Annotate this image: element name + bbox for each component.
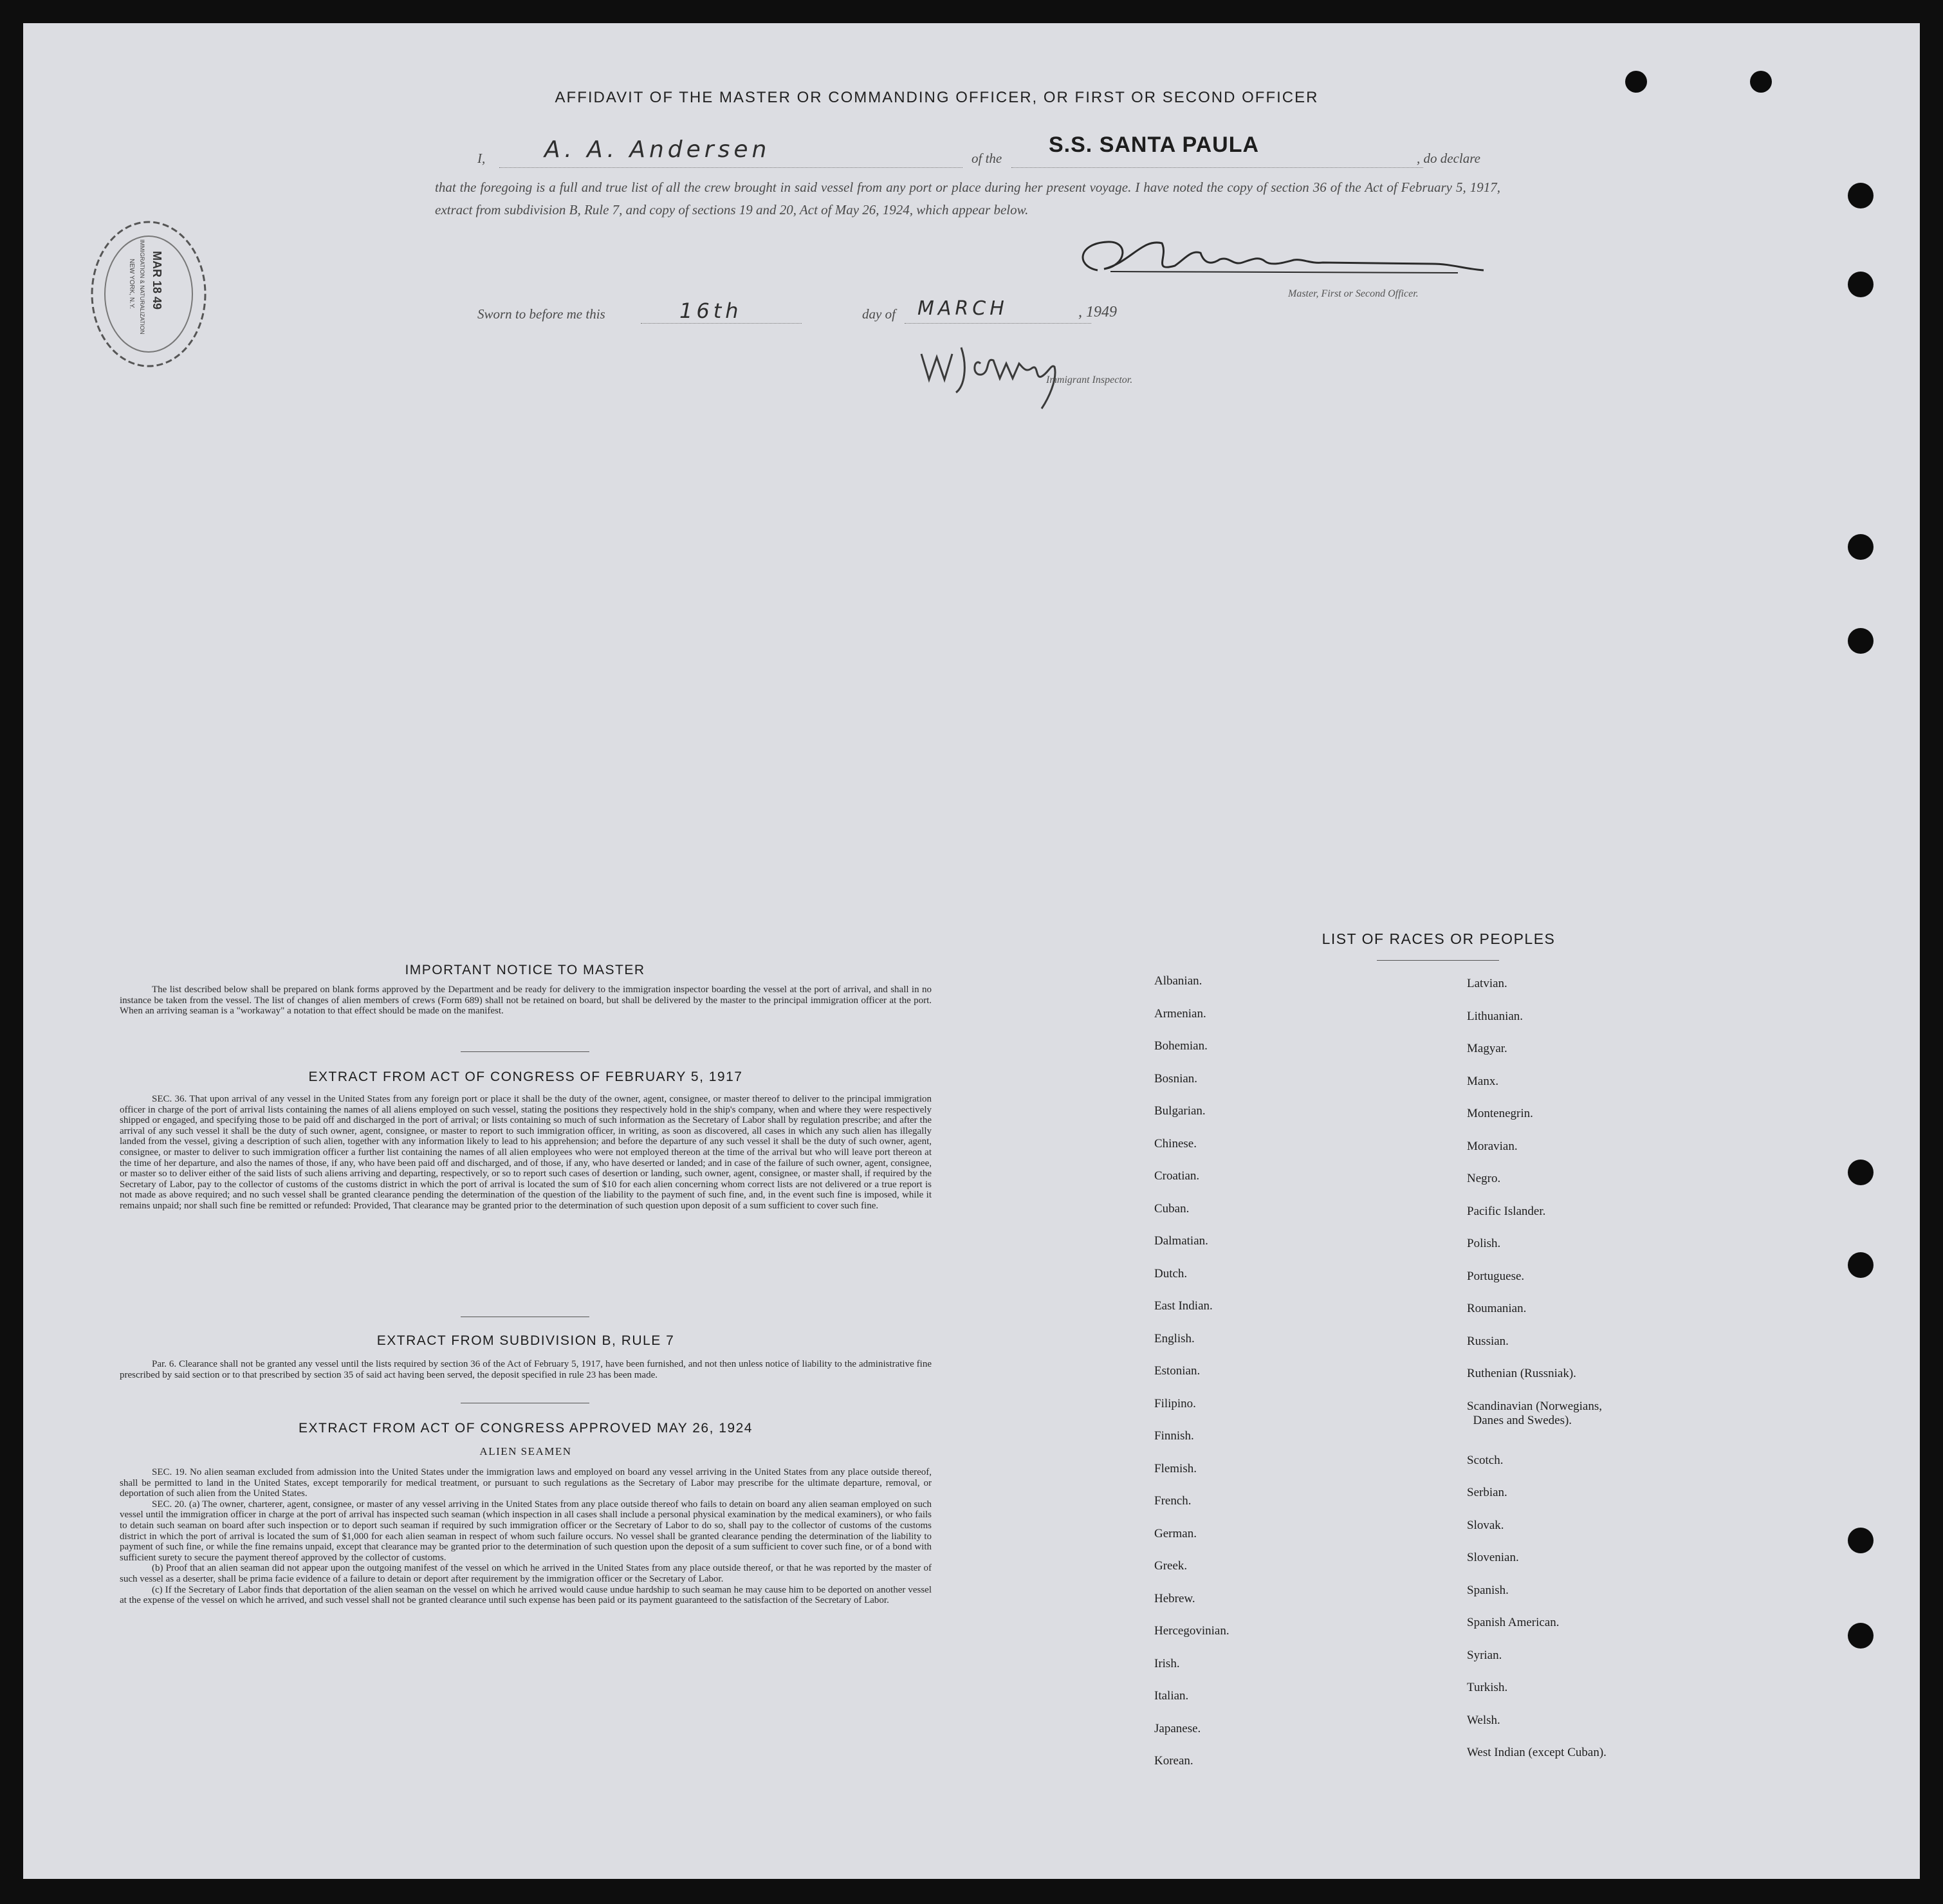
stamp-date: MAR 18 49 xyxy=(151,251,163,310)
race-item: Albanian. xyxy=(1154,974,1202,988)
race-item: Spanish. xyxy=(1467,1583,1509,1597)
race-item: Flemish. xyxy=(1154,1461,1197,1475)
punch-hole xyxy=(1848,1528,1874,1553)
day-of-label: day of xyxy=(862,306,896,322)
punch-hole xyxy=(1625,71,1647,93)
month-blank xyxy=(905,323,1091,324)
alien-seamen-subtitle: ALIEN SEAMEN xyxy=(479,1445,572,1457)
race-item: Welsh. xyxy=(1467,1713,1500,1727)
sworn-month: MARCH xyxy=(917,297,1008,320)
race-item: West Indian (except Cuban). xyxy=(1467,1746,1607,1759)
master-signature xyxy=(1072,230,1496,295)
race-item: Armenian. xyxy=(1154,1006,1206,1021)
punch-hole xyxy=(1848,272,1874,297)
race-item: Slovenian. xyxy=(1467,1551,1519,1564)
sworn-year: , 1949 xyxy=(1078,304,1117,320)
affidavit-title: AFFIDAVIT OF THE MASTER OR COMMANDING OFFICER, OR FIRST OR SECOND OFFICER xyxy=(555,89,1319,106)
race-item: Pacific Islander. xyxy=(1467,1204,1546,1218)
punch-hole xyxy=(1848,534,1874,560)
race-item: Moravian. xyxy=(1467,1139,1518,1153)
inspector-signature xyxy=(910,328,1103,412)
race-item: Latvian. xyxy=(1467,977,1507,990)
sec20b-paragraph: (b) Proof that an alien seaman did not appear upon the outgoing manifest of the vessel on which he arrived in the United States from any place outside thereof, or that he was reported by the master of such vessel as a deserter, shall be prima facie evidence of a failure to detain or deport after requirement by the immigration officer or the Secretary of Labor. xyxy=(120,1563,932,1584)
extract-1924-text xyxy=(120,1467,932,1606)
race-item: Japanese. xyxy=(1154,1721,1201,1735)
extract-1917-title: EXTRACT FROM ACT OF CONGRESS OF FEBRUARY 5, 1917 xyxy=(308,1069,743,1084)
stamp-agency: IMMIGRATION & NATURALIZATION xyxy=(139,239,145,335)
race-item: Russian. xyxy=(1467,1334,1509,1348)
race-item: Magyar. xyxy=(1467,1042,1507,1055)
race-item: Scandinavian (Norwegians, Danes and Swedes). xyxy=(1467,1399,1602,1427)
race-item: Bulgarian. xyxy=(1154,1104,1206,1118)
sec20a-paragraph: SEC. 20. (a) The owner, charterer, agent, consignee, or master of any vessel arriving in the United States from any place outside thereof who fails to detain on board any alien seaman employed on such vessel until the immigration officer in charge at the port of arrival has inspected such seaman (which inspection in all cases shall include a personal physical examination by the medical examiners), or who fails to detain such seaman on board after such inspection or to deport such seaman if required by such immigration officer or the Secretary of Labor to do so, shall pay to the collector of customs of the customs district in which the port of arrival is located the sum of $1,000 for each alien seaman in respect of whom such failure occurs. No vessel shall be granted clearance pending the determination of the liability to payment of such fine, or while the fine remains unpaid, except that clearance may be granted prior to the determination of such question upon the deposit of a sum sufficient to cover such fine, or of a bond with sufficient surety to secure the payment thereof approved by the collector of customs. xyxy=(120,1499,932,1563)
race-item: Ruthenian (Russniak). xyxy=(1467,1367,1576,1380)
race-item: Greek. xyxy=(1154,1559,1188,1573)
notice-text xyxy=(120,984,932,1017)
punch-hole xyxy=(1848,628,1874,654)
divider xyxy=(1377,960,1499,961)
race-item: Irish. xyxy=(1154,1656,1180,1670)
signature-caption: Master, First or Second Officer. xyxy=(1288,288,1419,299)
punch-hole xyxy=(1848,1623,1874,1649)
race-item: Hebrew. xyxy=(1154,1591,1195,1605)
extract-1917-text xyxy=(120,1094,932,1212)
race-item: Estonian. xyxy=(1154,1364,1201,1378)
race-item: Dalmatian. xyxy=(1154,1234,1208,1248)
race-item: Portuguese. xyxy=(1467,1269,1525,1283)
punch-hole xyxy=(1848,1160,1874,1185)
extract-rule7-title: EXTRACT FROM SUBDIVISION B, RULE 7 xyxy=(376,1333,675,1348)
race-item: French. xyxy=(1154,1494,1192,1508)
sworn-day: 16th xyxy=(679,299,742,323)
race-item: Scotch. xyxy=(1467,1453,1504,1467)
race-item: Bohemian. xyxy=(1154,1039,1208,1053)
race-item: Cuban. xyxy=(1154,1201,1190,1215)
inspector-caption: Immigrant Inspector. xyxy=(1046,374,1133,385)
i-label: I, xyxy=(477,151,486,166)
punch-hole xyxy=(1848,183,1874,208)
race-item: Filipino. xyxy=(1154,1396,1196,1410)
name-blank xyxy=(499,167,962,168)
sec36-paragraph: SEC. 36. That upon arrival of any vessel in the United States from any foreign port or place it shall be the duty of the owner, agent, consignee, or master thereof to deliver to the principal immigration officer in charge of the port of arrival lists containing the names of all aliens employed on such vessel, stating the positions they respectively hold in the ship's company, when and where they were respectively shipped or engaged, and specifying those to be paid off and discharged in the port of arrival; or lists containing so much of such information as the Secretary of Labor shall by regulation prescribe; and after the arrival of any such vessel it shall be the duty of such owner, agent, consignee, or master to report to such immigration officer, in writing, as soon as discovered, all cases in which any such alien has illegally landed from the vessel, giving a description of such alien, together with any information likely to lead to his apprehension; and before the departure of any such vessel it shall be the duty of such owner, agent, consignee, or master to deliver to such immigration officer a further list containing the names of all alien employees who were not employed thereon at the time of the arrival but who will leave port thereon at the time of her departure, and also the names of those, if any, who have been paid off and discharged, and of those, if any, who have deserted or landed; and in case of the failure of such owner, agent, consignee, or master so to deliver either of the said lists of such aliens arriving and departing, respectively, or so to report such cases of desertion or landing, such owner, agent, consignee, or master shall, if required by the Secretary of Labor, pay to the collector of customs of the customs district in which the port of arrival is located the sum of $10 for each alien concerning whom correct lists are not delivered or a true report is not made as above required; and no such vessel shall be granted clearance pending the determination of the question of the liability to the payment of such fine, and, in the event such fine is imposed, while it remains unpaid; nor shall such fine be remitted or refunded: Provided, That clearance may be granted prior to the determination of such question upon deposit of a sum sufficient to cover such fine. xyxy=(120,1094,932,1211)
race-item: East Indian. xyxy=(1154,1299,1213,1313)
race-item: Italian. xyxy=(1154,1689,1189,1703)
immigration-stamp xyxy=(87,217,210,371)
punch-hole xyxy=(1848,1252,1874,1278)
race-item: Dutch. xyxy=(1154,1266,1188,1280)
race-item: Serbian. xyxy=(1467,1486,1507,1499)
race-item: Turkish. xyxy=(1467,1681,1508,1694)
punch-hole xyxy=(1750,71,1772,93)
extract-rule7-text xyxy=(120,1359,932,1380)
affidavit-body: that the foregoing is a full and true list of all the crew brought in said vessel from any port or place during her present voyage. I have noted the copy of section 36 of the Act of February 5, 1917, extract from subdivision B, Rule 7, and copy of sections 19 and 20, Act of May 26, 1924, which appear below. xyxy=(435,180,1500,217)
race-item: Lithuanian. xyxy=(1467,1009,1524,1023)
sec20c-paragraph: (c) If the Secretary of Labor finds that deportation of the alien seaman on the vessel on which he arrived would cause undue hardship to such seaman he may cause him to be deported on another vessel at the expense of the vessel on which he arrived, and such vessel shall not be granted clearance until such expense has been paid or its payment guaranteed to the satisfaction of the Secretary of Labor. xyxy=(120,1584,932,1606)
master-name-handwritten: A. A. Andersen xyxy=(544,136,771,163)
day-blank xyxy=(641,323,802,324)
race-item: Finnish. xyxy=(1154,1429,1194,1443)
race-item: Slovak. xyxy=(1467,1518,1504,1532)
races-title: LIST OF RACES OR PEOPLES xyxy=(1321,930,1556,947)
race-item: Negro. xyxy=(1467,1172,1501,1185)
race-item: Manx. xyxy=(1467,1074,1499,1088)
race-item: Polish. xyxy=(1467,1237,1501,1250)
race-item: Croatian. xyxy=(1154,1169,1200,1183)
race-item: Hercegovinian. xyxy=(1154,1624,1229,1638)
extract-1924-title: EXTRACT FROM ACT OF CONGRESS APPROVED MAY 26, 1924 xyxy=(299,1421,753,1436)
race-item: Korean. xyxy=(1154,1754,1193,1768)
ship-name: S.S. SANTA PAULA xyxy=(1049,133,1260,157)
race-item: Roumanian. xyxy=(1467,1302,1527,1315)
divider xyxy=(461,1051,589,1052)
race-item: Syrian. xyxy=(1467,1648,1502,1662)
race-item: Montenegrin. xyxy=(1467,1107,1533,1120)
race-item: Chinese. xyxy=(1154,1136,1197,1151)
race-item: Spanish American. xyxy=(1467,1616,1560,1629)
ship-blank xyxy=(1011,167,1423,168)
race-item: English. xyxy=(1154,1331,1195,1345)
race-item: Bosnian. xyxy=(1154,1071,1198,1086)
sworn-label: Sworn to before me this xyxy=(477,306,605,322)
notice-paragraph: The list described below shall be prepared on blank forms approved by the Department and be ready for delivery to the immigration inspector boarding the vessel at the port of arrival, and shall in no instance be taken from the vessel. The list of changes of alien members of crews (Form 689) shall not be retained on board, but shall be delivered by the master to the principal immigration officer at the port. When an arriving seaman is a "workaway" a notation to that effect should be made on the manifest. xyxy=(120,984,932,1017)
par6-paragraph: Par. 6. Clearance shall not be granted any vessel until the lists required by section 36 of the Act of February 5, 1917, have been furnished, and not then unless notice of liability to the administrative fine prescribed by said section or to that prescribed by section 35 of said act having been served, the deposit specified in rule 23 has been made. xyxy=(120,1359,932,1380)
stamp-location: NEW YORK, N.Y. xyxy=(128,259,135,309)
notice-title: IMPORTANT NOTICE TO MASTER xyxy=(405,963,645,977)
race-item: German. xyxy=(1154,1526,1197,1540)
document-page xyxy=(23,23,1920,1879)
of-the-label: of the xyxy=(972,151,1002,166)
do-declare-label: , do declare xyxy=(1417,151,1480,166)
sec19-paragraph: SEC. 19. No alien seaman excluded from admission into the United States under the immigration laws and employed on board any vessel arriving in the United States from any place outside thereof, shall be permitted to land in the United States, except temporarily for medical treatment, or pursuant to such regulations as the Secretary of Labor may prescribe for the ultimate departure, removal, or deportation of such alien from the United States. xyxy=(120,1467,932,1499)
